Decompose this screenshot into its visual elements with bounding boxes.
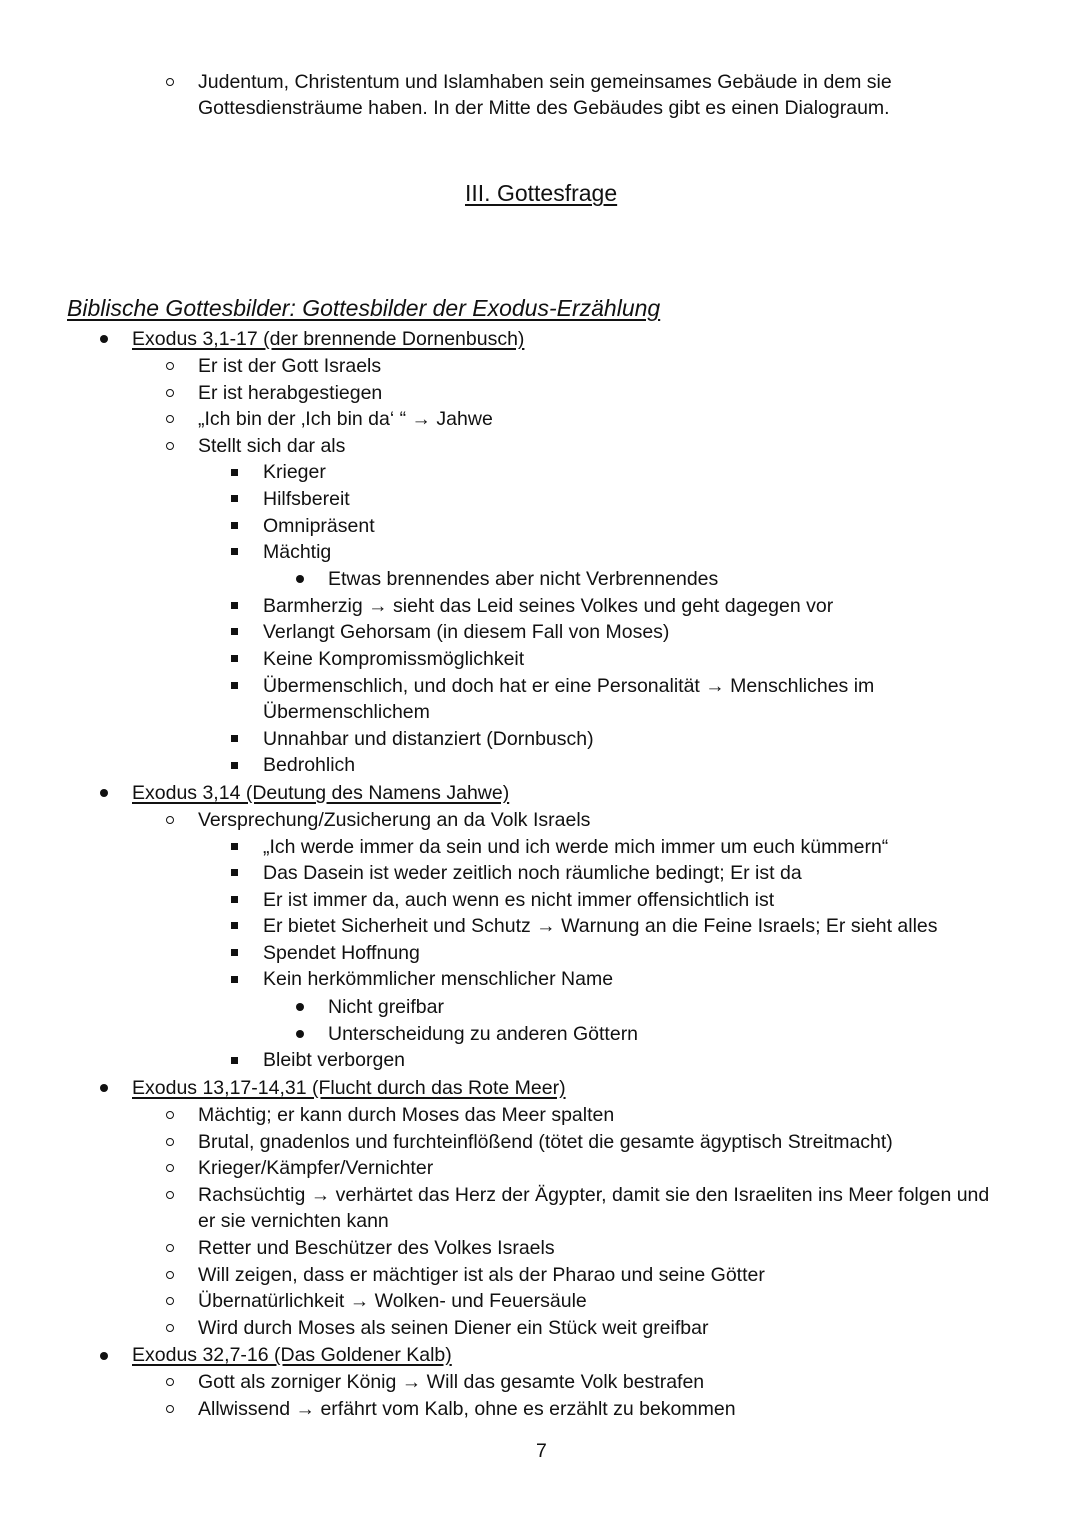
list-item: Krieger/Kämpfer/Vernichter	[198, 1157, 434, 1179]
list-item-continuation: Übermenschlichem	[263, 701, 430, 723]
list-item: „Ich werde immer da sein und ich werde mich immer um euch kümmern“	[263, 836, 889, 858]
square-bullet-icon	[231, 522, 238, 529]
list-item: Barmherzig → sieht das Leid seines Volkes und geht dagegen vor	[263, 595, 834, 617]
bullet-icon	[296, 1003, 304, 1011]
circle-bullet-icon	[166, 1138, 174, 1146]
square-bullet-icon	[231, 762, 238, 769]
square-bullet-icon	[231, 682, 238, 689]
circle-bullet-icon	[166, 442, 174, 450]
square-bullet-icon	[231, 655, 238, 662]
list-item: Er ist der Gott Israels	[198, 355, 382, 377]
list-item: Übermenschlich, und doch hat er eine Personalität → Menschliches im	[263, 675, 875, 697]
circle-bullet-icon	[166, 389, 174, 397]
circle-bullet-icon	[166, 415, 174, 423]
exodus4-heading: Exodus 32,7-16 (Das Goldener Kalb)	[132, 1344, 452, 1366]
circle-bullet-icon	[166, 1244, 174, 1252]
list-item-continuation: er sie vernichten kann	[198, 1210, 389, 1232]
circle-bullet-icon	[166, 1324, 174, 1332]
list-item: Übernatürlichkeit → Wolken- und Feuersäule	[198, 1290, 587, 1312]
circle-bullet-icon	[166, 1191, 174, 1199]
list-item: Er ist immer da, auch wenn es nicht immer offensichtlich ist	[263, 889, 775, 911]
list-item: Keine Kompromissmöglichkeit	[263, 648, 525, 670]
circle-bullet-icon	[166, 1405, 174, 1413]
list-item: Versprechung/Zusicherung an da Volk Israels	[198, 809, 591, 831]
intro-line-1: Judentum, Christentum und Islamhaben sein gemeinsames Gebäude in dem sie	[198, 71, 892, 93]
list-item: Stellt sich dar als	[198, 435, 346, 457]
list-item: Unnahbar und distanziert (Dornbusch)	[263, 728, 594, 750]
square-bullet-icon	[231, 602, 238, 609]
square-bullet-icon	[231, 976, 238, 983]
exodus1-heading: Exodus 3,1-17 (der brennende Dornenbusch)	[132, 328, 525, 350]
intro-line-2: Gottesdiensträume haben. In der Mitte des Gebäudes gibt es einen Dialograum.	[198, 97, 890, 119]
section-title: III. Gottesfrage	[465, 180, 618, 206]
exodus3-heading: Exodus 13,17-14,31 (Flucht durch das Rote Meer)	[132, 1077, 566, 1099]
list-item: Mächtig	[263, 541, 332, 563]
list-item: Das Dasein ist weder zeitlich noch räumliche bedingt; Er ist da	[263, 862, 802, 884]
bullet-icon	[100, 1084, 108, 1092]
square-bullet-icon	[231, 469, 238, 476]
circle-bullet-icon	[166, 362, 174, 370]
list-item: Er ist herabgestiegen	[198, 382, 383, 404]
square-bullet-icon	[231, 548, 238, 555]
list-item: Etwas brennendes aber nicht Verbrennendes	[328, 568, 719, 590]
list-item: Kein herkömmlicher menschlicher Name	[263, 968, 614, 990]
list-item: Will zeigen, dass er mächtiger ist als der Pharao und seine Götter	[198, 1264, 765, 1286]
list-item: „Ich bin der ‚Ich bin da‘ “ → Jahwe	[198, 408, 493, 430]
circle-bullet-icon	[166, 1297, 174, 1305]
square-bullet-icon	[231, 628, 238, 635]
circle-bullet-icon	[166, 1164, 174, 1172]
list-item: Bedrohlich	[263, 754, 356, 776]
list-item: Er bietet Sicherheit und Schutz → Warnung an die Feine Israels; Er sieht alles	[263, 915, 938, 937]
list-item: Omnipräsent	[263, 515, 375, 537]
list-item: Brutal, gnadenlos und furchteinflößend (tötet die gesamte ägyptisch Streitmacht)	[198, 1131, 893, 1153]
list-item: Gott als zorniger König → Will das gesamte Volk bestrafen	[198, 1371, 705, 1393]
list-item: Hilfsbereit	[263, 488, 350, 510]
circle-bullet-icon	[166, 1111, 174, 1119]
square-bullet-icon	[231, 495, 238, 502]
circle-bullet-icon	[166, 1378, 174, 1386]
square-bullet-icon	[231, 1057, 238, 1064]
list-item: Wird durch Moses als seinen Diener ein Stück weit greifbar	[198, 1317, 709, 1339]
list-item: Bleibt verborgen	[263, 1049, 406, 1071]
list-item: Unterscheidung zu anderen Göttern	[328, 1023, 639, 1045]
list-item: Allwissend → erfährt vom Kalb, ohne es erzählt zu bekommen	[198, 1398, 736, 1420]
list-item: Retter und Beschützer des Volkes Israels	[198, 1237, 555, 1259]
list-item: Nicht greifbar	[328, 996, 444, 1018]
circle-bullet-icon	[166, 816, 174, 824]
square-bullet-icon	[231, 922, 238, 929]
circle-bullet-icon	[166, 1271, 174, 1279]
exodus2-heading: Exodus 3,14 (Deutung des Namens Jahwe)	[132, 782, 510, 804]
bullet-icon	[100, 1352, 108, 1360]
square-bullet-icon	[231, 949, 238, 956]
list-item: Verlangt Gehorsam (in diesem Fall von Moses)	[263, 621, 670, 643]
list-item: Spendet Hoffnung	[263, 942, 420, 964]
square-bullet-icon	[231, 843, 238, 850]
list-item: Krieger	[263, 461, 326, 483]
square-bullet-icon	[231, 869, 238, 876]
square-bullet-icon	[231, 735, 238, 742]
circle-bullet-icon	[166, 78, 174, 86]
page-number: 7	[536, 1440, 547, 1462]
bullet-icon	[296, 1030, 304, 1038]
bullet-icon	[100, 789, 108, 797]
bullet-icon	[100, 335, 108, 343]
list-item: Mächtig; er kann durch Moses das Meer spalten	[198, 1104, 615, 1126]
bullet-icon	[296, 575, 304, 583]
subtitle: Biblische Gottesbilder: Gottesbilder der Exodus-Erzählung	[67, 295, 661, 321]
list-item: Rachsüchtig → verhärtet das Herz der Ägypter, damit sie den Israeliten ins Meer folgen und	[198, 1184, 990, 1206]
square-bullet-icon	[231, 896, 238, 903]
